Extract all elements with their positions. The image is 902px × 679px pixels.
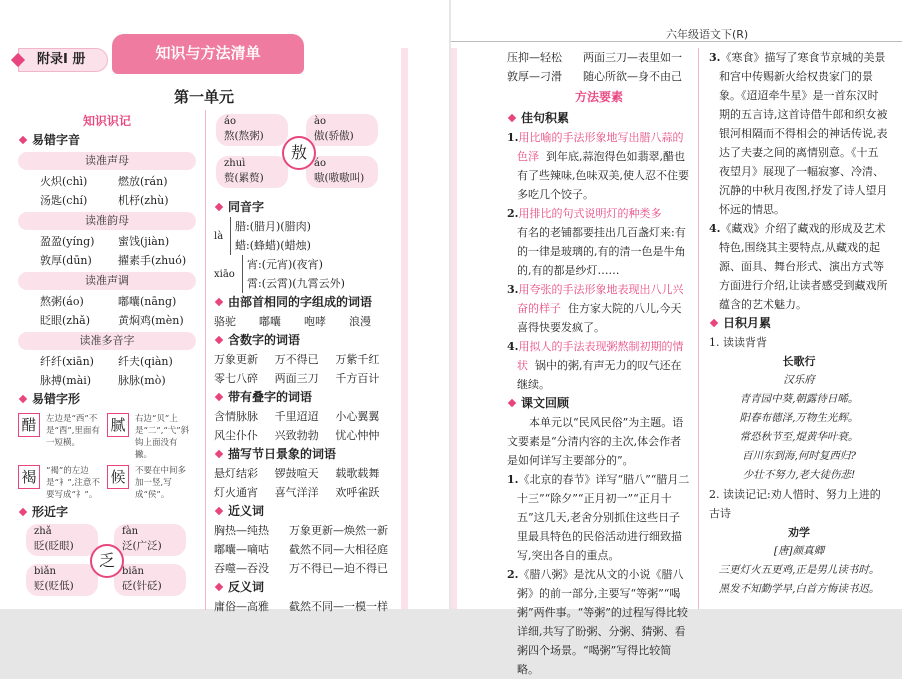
similar-char-blob [114,564,186,596]
word-row [18,352,196,371]
right-page [451,0,902,676]
word: 万不得已 [274,353,319,366]
word-row [214,464,396,483]
left-column-2 [214,114,396,616]
word-row [18,311,196,330]
column-divider [698,48,699,609]
pinyin: biǎn [34,566,57,577]
word: 压抑—轻松 [507,51,562,64]
word: 擢素手(zhuó) [118,254,187,267]
word: 纤夫(qiàn) [118,355,173,368]
sentence-item [507,128,691,204]
word: 小心翼翼 [335,410,380,423]
poem-2 [709,523,889,599]
word: 嘟囔—嘀咕 [214,543,269,556]
item-number: 2. [507,207,519,220]
highlight-text: 用夸张的手法形象地表现出八儿兴奋的样子 [517,283,684,315]
riji-item: 2. 读读记记:劝人惜时、努力上进的古诗 [709,488,881,520]
page-edge-bar [451,48,457,609]
word: 截然不同—一模一样 [289,600,388,613]
word: 熬粥(áo) [40,295,84,308]
review-text: 《寒食》描写了寒食节京城的美景和宫中传赐新火给权贵家门的景象。《迢迢牵牛星》是一首东汉时期的五言诗,这首诗借牛郎和织女被银河相隔而不得相会的神话传说,表达了夫妻之间的离情别意。《十五夜望月》展现了一幅寂寥、冷清、沉静的中秋月夜图,抒发了诗人望月怀远的情思。 [719,51,888,216]
word: 千里迢迢 [274,410,319,423]
highlight-text: 用拟人的手法表现粥熬制初期的情状 [517,340,684,372]
word: 吞噬—吞没 [214,562,269,575]
word: 万象更新 [214,353,258,366]
section-title: 日积月累 [709,314,889,333]
left-column-1 [18,112,196,602]
word-row [18,292,196,311]
review-item [507,470,691,565]
sentence-item [507,337,691,394]
item-number: 1. [507,473,519,486]
word-row [18,191,196,210]
word: 蜡:(蜂蜡)(蜡烛) [235,239,311,252]
poem-line: 百川东到海,何时复西归? [742,450,856,462]
similar-char-blob [216,156,288,188]
similar-char-blob [114,524,186,556]
sentence-text: 住方家大院的八儿,今天喜得快要发疯了。 [517,302,682,334]
word: 千方百计 [335,372,380,385]
review-text: 《腊八粥》是沈从文的小说《腊八粥》的前一部分,主要写“等粥”“喝粥”两件事。“等粥”的过程写得比较详细,共写了盼粥、分粥、猜粥、看粥四个场景。“喝粥”写得比较简略。 [517,568,688,676]
header-rule [451,41,902,42]
paragraph: 本单元以“民风民俗”为主题。语文要素是“分清内容的主次,体会作者是如何详写主要部分的”。 [507,416,684,467]
highlight-text: 用排比的句式说明灯的种类多 [518,207,662,220]
center-char: 敖 [282,136,316,170]
word: 咆哮 [304,315,326,328]
section-title: 同音字 [214,198,396,217]
section-tab-title: 知识与方法清单 [112,34,304,74]
similar-char-blob [26,524,98,556]
word: 两面三刀—表里如一 [583,51,682,64]
word: 蜜饯(jiàn) [118,235,170,248]
word: 脉搏(mài) [40,374,92,387]
item-number: 2. [507,568,519,581]
item-number: 4. [709,222,721,235]
similar-char-blob [216,114,288,146]
word: 宵:(元宵)(夜宵) [247,258,323,271]
word: 忧心忡忡 [335,429,380,442]
word: 黄焖鸡(mèn) [118,314,184,327]
homophone-list [230,217,311,255]
word-row [214,350,396,369]
similar-chars-diagram [214,114,396,192]
review-item [709,48,889,219]
section-title: 由部首相同的字组成的词语 [214,293,396,312]
word: 零七八碎 [214,372,258,385]
review-text: 《北京的春节》详写“腊八”“腊月二十三”“除夕”“正月初一”“正月十五”这几天,老舍分别抓住这些日子里最具特色的民俗活动进行细致描写,突出各自的重点。 [517,473,690,562]
word-row [214,426,396,445]
word-row [214,559,396,578]
char-pair [18,413,196,461]
word-row [214,369,396,388]
poem-line: 青青园中葵,朝露待日晞。 [739,393,859,405]
word: 锣鼓喧天 [274,467,319,480]
word: 腊:(腊月)(腊肉) [235,220,311,233]
homophone-list [242,255,345,293]
poem-author: 汉乐府 [783,374,815,386]
knowledge-subtitle: 知识识记 [82,114,131,128]
poem-line: 三更灯火五更鸡,正是男儿读书时。 [718,564,880,576]
word-row [214,312,396,331]
section-title: 近义词 [214,502,396,521]
pinyin: áo [224,116,236,127]
char-box: 腻 [107,413,129,437]
left-page [0,0,449,613]
word: 眨眼(zhǎ) [40,314,91,327]
poem-title: 劝学 [788,526,810,539]
similar-char-blob [306,156,378,188]
word: 傲(骄傲) [314,130,354,142]
pinyin: xiāo [214,268,235,280]
section-title: 易错字形 [18,390,196,409]
word: 盈盈(yíng) [40,235,95,248]
poem-line: 少壮不努力,老大徒伤悲! [742,469,856,481]
unit-title: 第一单元 [173,88,234,106]
homophone-group [214,255,396,293]
word: 喜气洋洋 [274,486,319,499]
word-row [507,48,691,67]
char-box: 褐 [18,465,40,489]
char-box: 候 [107,465,129,489]
word: 熬(熬粥) [224,130,264,142]
word: 汤匙(chí) [40,194,88,207]
word-row [214,540,396,559]
word: 含情脉脉 [214,410,258,423]
poem-1 [709,352,889,485]
section-title: 形近字 [18,503,196,522]
char-pair [18,465,196,501]
pinyin: zhuì [224,158,246,169]
char-note: 右边“贝”上是“二”,“弋”斜钩上面没有撇。 [135,414,190,460]
char-note: 不要在中间多加一竖,写成“侯”。 [135,466,187,500]
poem-line: 阳春布德泽,万物生光辉。 [739,412,859,424]
word: 浪漫 [349,315,371,328]
word: 欢呼雀跃 [335,486,380,499]
similar-char-blob [306,114,378,146]
section-title: 易错字音 [18,131,196,150]
char-box: 醋 [18,413,40,437]
word-row [214,407,396,426]
page-edge-bar [401,48,408,609]
word: 嘟囔(nāng) [118,295,177,308]
word: 纤纤(xiān) [40,355,94,368]
pinyin: zhǎ [34,526,52,537]
section-title: 佳句积累 [507,109,691,128]
pinyin: áo [314,158,326,169]
sentence-item [507,204,691,280]
homophone-group [214,217,396,255]
word-row [214,597,396,616]
section-title: 课文回顾 [507,394,691,413]
item-number: 3. [709,51,721,64]
method-subtitle: 方法要素 [574,90,623,104]
item-number: 4. [507,340,519,353]
pinyin: biān [122,566,145,577]
poem-author: [唐]颜真卿 [773,545,825,557]
word-row [507,67,691,86]
page-header: 六年级语文下(R) [666,28,749,41]
band-label: 读准声调 [18,272,196,290]
center-char: 乏 [90,544,124,578]
item-number: 3. [507,283,519,296]
word: 贬(贬低) [34,580,74,592]
word: 嗷(嗷嗷叫) [314,172,365,184]
word: 万紫千红 [335,353,380,366]
section-title: 带有叠字的词语 [214,388,396,407]
word: 脉脉(mò) [118,374,166,387]
word: 骆驼 [214,315,236,328]
word-row [18,251,196,270]
char-note: 左边是“西”不是“酉”,里面有一短横。 [46,414,100,448]
word: 霄:(云霄)(九霄云外) [247,277,345,290]
word: 火炽(chì) [40,175,88,188]
word-row [214,521,396,540]
pinyin: ào [314,116,326,127]
word: 敦厚(dūn) [40,254,92,267]
word: 泛(广泛) [122,540,162,552]
word-row [18,371,196,390]
poem-line: 黑发不知勤学早,白首方悔读书迟。 [718,583,880,595]
word-row [214,483,396,502]
word-row [18,172,196,191]
band-label: 读准声母 [18,152,196,170]
column-divider [205,110,206,610]
riji-item: 1. 读读背背 [709,336,767,349]
sentence-text: 锅中的粥,有声无力的叹气还在继续。 [517,359,682,391]
highlight-text: 用比喻的手法形象地写出腊八蒜的色泽 [517,131,684,163]
section-title: 反义词 [214,578,396,597]
poem-line: 常恐秋节至,焜黄华叶衰。 [739,431,859,443]
word: 两面三刀 [274,372,319,385]
section-title: 描写节日景象的词语 [214,445,396,464]
item-number: 1. [507,131,519,144]
band-label: 读准多音字 [18,332,196,350]
similar-chars-diagram [18,522,196,602]
word: 眨(眨眼) [34,540,74,552]
word: 胸热—纯热 [214,524,269,537]
appendix-label: 附录Ⅰ 册 [18,48,108,72]
word: 燃放(rán) [118,175,168,188]
sentence-text: 到年底,蒜泡得色如翡翠,醋也有了些辣味,色味双美,使人忍不住要多吃几个饺子。 [517,150,689,201]
char-note: “褐”的左边是“衤”,注意不要写成“礻”。 [46,466,100,500]
word: 风尘仆仆 [214,429,258,442]
review-item [709,219,889,314]
section-title: 含数字的词语 [214,331,396,350]
word: 敦厚—刁滑 [507,70,562,83]
sentence-item [507,280,691,337]
word-row [18,232,196,251]
right-column-2 [709,48,889,599]
poem-title: 长歌行 [782,355,816,368]
right-column-1 [507,48,691,679]
word: 嘟囔 [259,315,281,328]
word: 万象更新—焕然一新 [289,524,388,537]
similar-char-blob [26,564,98,596]
review-text: 《藏戏》介绍了藏戏的形成及艺术特色,围绕其主要特点,从藏戏的起源、面具、舞台形式、演出方式等方面进行介绍,让读者感受到藏戏所蕴含的艺术魅力。 [719,222,888,311]
word: 兴致勃勃 [274,429,319,442]
word: 悬灯结彩 [214,467,258,480]
word: 砭(针砭) [122,580,162,592]
word: 万不得已—迫不得已 [289,562,388,575]
word: 截然不同—大相径庭 [289,543,388,556]
pinyin: là [214,230,224,242]
pinyin: fàn [122,526,139,537]
band-label: 读准韵母 [18,212,196,230]
word: 赘(累赘) [224,172,264,184]
word: 灯火通宵 [214,486,258,499]
word: 随心所欲—身不由己 [583,70,682,83]
sentence-text: 有名的老铺都要挂出几百盏灯来:有的一律是玻璃的,有的清一色是牛角的,有的都是纱灯…… [517,226,686,277]
word: 机杼(zhù) [118,194,169,207]
word: 载歌载舞 [335,467,380,480]
word: 庸俗—高雅 [214,600,269,613]
review-item [507,565,691,679]
